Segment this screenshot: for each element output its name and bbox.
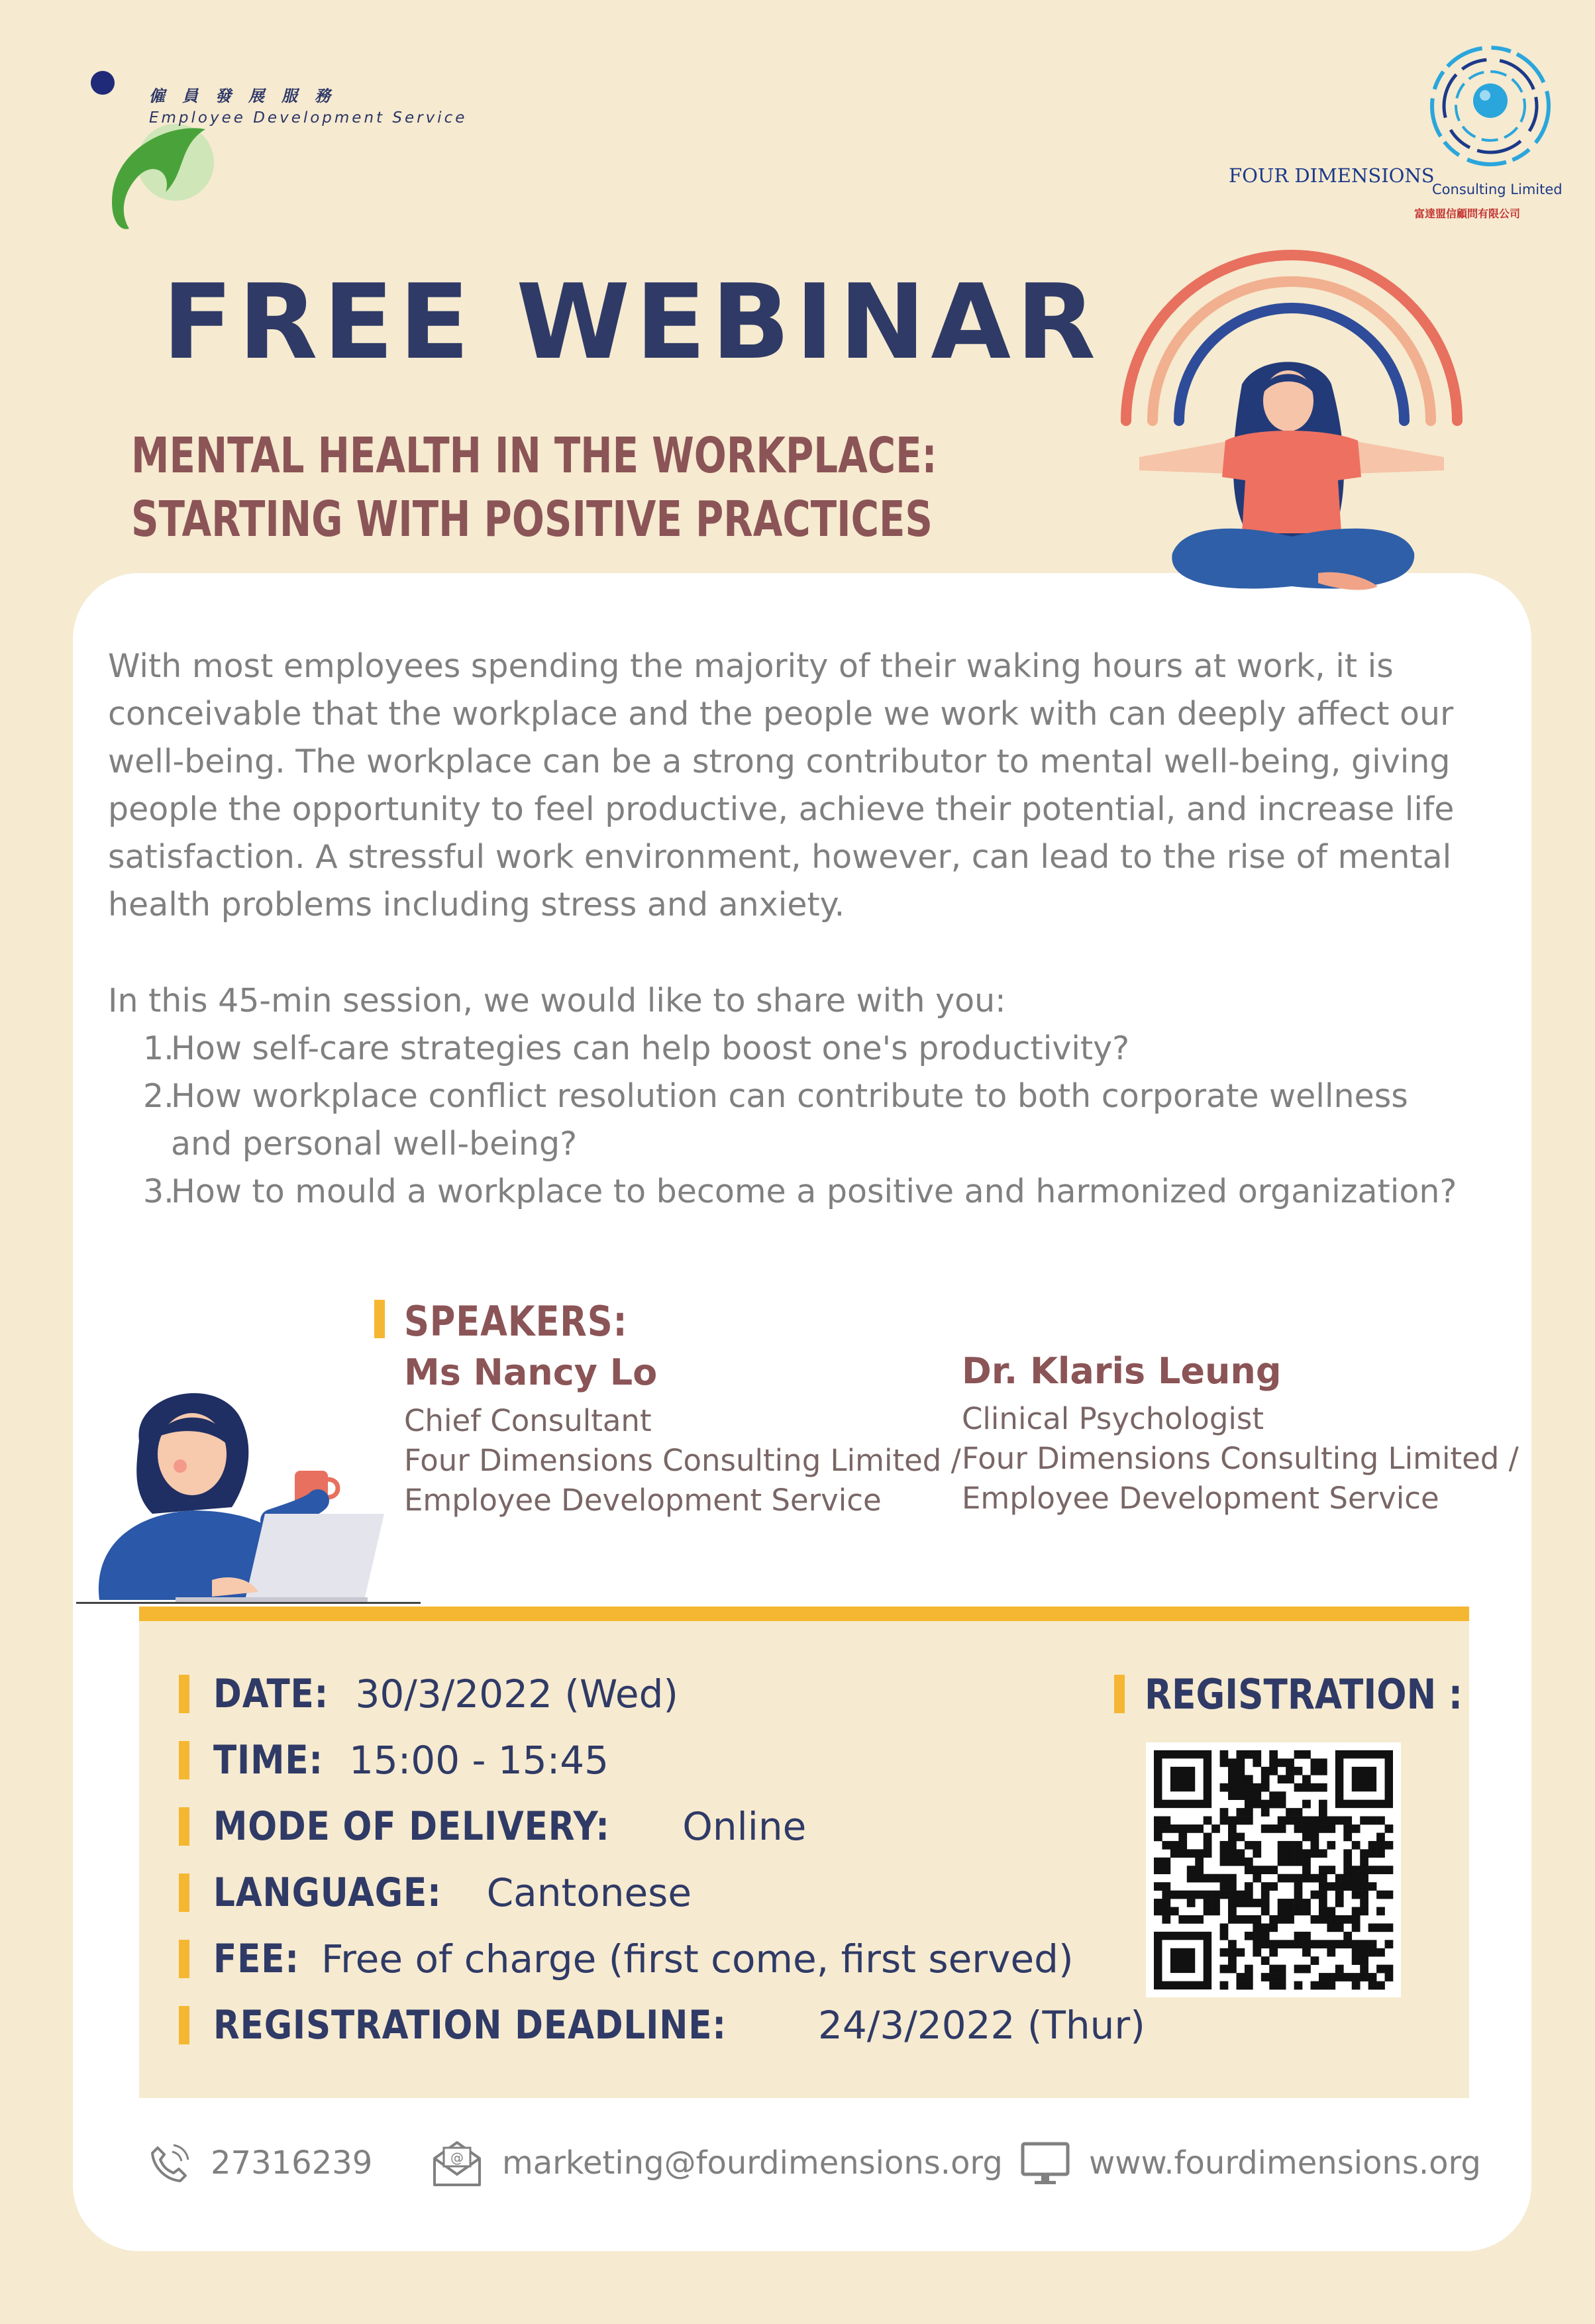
meditation-illustration (1100, 242, 1484, 633)
deadline-value: 24/3/2022 (Thur) (818, 2003, 1145, 2048)
eds-chinese-name: 僱員發展服務 (149, 87, 348, 105)
intro-paragraph (108, 643, 1492, 929)
deadline-row (179, 2002, 1145, 2048)
speaker-2-title: Clinical Psychologist (962, 1401, 1264, 1436)
registration-row (1114, 1671, 1514, 1717)
language-row (179, 1870, 692, 1916)
date-value: 30/3/2022 (Wed) (355, 1671, 679, 1717)
topic-list (108, 1025, 1499, 1216)
accent-bar (179, 1874, 189, 1912)
four-dimensions-logo (1424, 40, 1557, 172)
speakers-heading: SPEAKERS: (404, 1297, 628, 1346)
deadline-label: REGISTRATION DEADLINE: (213, 2002, 727, 2048)
topic-text: How to mould a workplace to become a positive and harmonized organization? (171, 1173, 1457, 1210)
language-value: Cantonese (486, 1870, 692, 1915)
list-item (108, 1025, 1499, 1073)
mode-row (179, 1803, 806, 1850)
topic-text: How workplace conflict resolution can contribute to both corporate wellness (171, 1077, 1408, 1115)
floor-line (76, 1602, 421, 1604)
fd-chinese-name: 富達盟信顧問有限公司 (1414, 207, 1521, 220)
list-item (108, 1168, 1499, 1216)
eds-english-name: Employee Development Service (149, 109, 468, 127)
date-label: DATE: (213, 1671, 329, 1717)
accent-bar (1114, 1675, 1125, 1713)
speaker-1-org-2: Employee Development Service (404, 1483, 882, 1518)
footer-email (431, 2140, 1003, 2186)
speakers-accent-bar (374, 1300, 385, 1338)
intro-text: With most employees spending the majority of their waking hours at work, it is conceivable that the workplace and the people we work with can deeply affect our well-being. The workplace can be a strong contributor to mental well-being, giving people the opportunity to feel productive, achieve their potential, and increase life satisfaction. A stressful work environment, however, can lead to the rise of mental health problems including stress and anxiety. (108, 647, 1455, 924)
fee-row (179, 1936, 1074, 1982)
footer-phone (146, 2140, 372, 2186)
monitor-icon (1020, 2140, 1070, 2186)
topic-text: How self-care strategies can help boost one's productivity? (171, 1030, 1130, 1067)
list-item-continuation (108, 1120, 1499, 1168)
list-item (108, 1073, 1499, 1120)
page-subtitle (131, 424, 937, 551)
date-row (179, 1671, 678, 1717)
time-label: TIME: (213, 1737, 323, 1783)
speaker-1-title: Chief Consultant (404, 1403, 652, 1438)
subtitle-line-2: STARTING WITH POSITIVE PRACTICES (131, 491, 933, 548)
topic-number: 2. (143, 1077, 174, 1115)
speaker-2-org-2: Employee Development Service (962, 1481, 1439, 1516)
topic-number: 3. (143, 1173, 174, 1210)
time-row (179, 1737, 609, 1783)
phone-icon (146, 2140, 192, 2186)
accent-bar (179, 1807, 189, 1846)
email-icon (431, 2139, 484, 2188)
mode-value: Online (682, 1804, 807, 1849)
fd-company-name: FOUR DIMENSIONS (1229, 164, 1435, 187)
speaker-2-org: Four Dimensions Consulting Limited / (962, 1441, 1519, 1476)
accent-bar (179, 1741, 189, 1779)
fee-value: Free of charge (first come, first served) (321, 1936, 1074, 1981)
fee-label: FEE: (213, 1936, 299, 1982)
fd-company-sub: Consulting Limited (1432, 182, 1563, 197)
website-url[interactable]: www.fourdimensions.org (1089, 2144, 1481, 2182)
speaker-1-name: Ms Nancy Lo (404, 1351, 658, 1393)
topic-text: and personal well-being? (171, 1125, 578, 1163)
session-intro: In this 45-min session, we would like to share with you: (108, 982, 1006, 1020)
laptop-woman-illustration (73, 1381, 431, 1607)
footer-website (1020, 2140, 1481, 2186)
accent-bar (179, 2006, 189, 2044)
time-value: 15:00 - 15:45 (348, 1738, 609, 1783)
qr-code[interactable] (1146, 1742, 1401, 1997)
accent-bar (179, 1675, 189, 1713)
language-label: LANGUAGE: (213, 1870, 442, 1916)
speaker-1-details (404, 1401, 961, 1520)
subtitle-line-1: MENTAL HEALTH IN THE WORKPLACE: (131, 427, 937, 484)
speaker-2-name: Dr. Klaris Leung (962, 1350, 1282, 1392)
page-title: FREE WEBINAR (162, 262, 1102, 382)
phone-number[interactable]: 27316239 (211, 2144, 373, 2182)
topic-number: 1. (143, 1030, 174, 1067)
mode-label: MODE OF DELIVERY: (213, 1803, 610, 1850)
accent-bar (179, 1940, 189, 1978)
svg-text:@: @ (450, 2150, 464, 2166)
email-address[interactable]: marketing@fourdimensions.org (502, 2144, 1003, 2182)
registration-label: REGISTRATION : (1145, 1669, 1463, 1718)
speaker-1-org: Four Dimensions Consulting Limited / (404, 1443, 961, 1478)
speaker-2-details (962, 1399, 1519, 1518)
